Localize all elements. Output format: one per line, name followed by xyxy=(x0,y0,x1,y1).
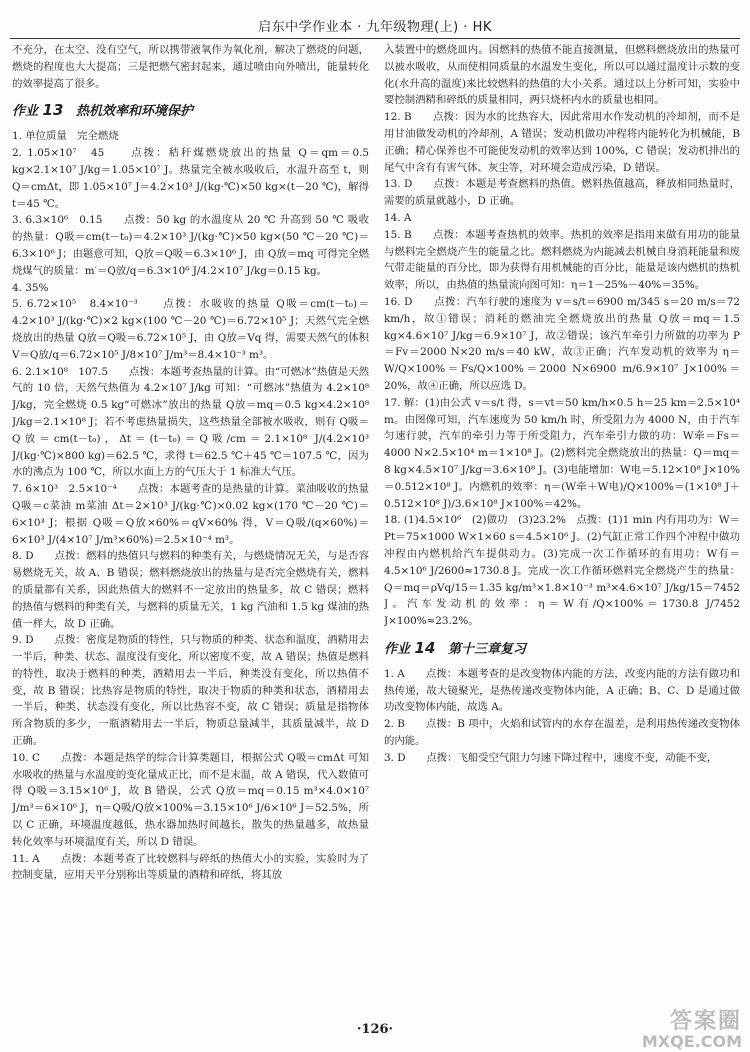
site-watermark xyxy=(612,1010,742,1050)
section-13-heading xyxy=(12,100,369,122)
answer-paragraph: 1. 单位质量 完全燃烧 xyxy=(12,130,119,143)
answer-paragraph: 14. A xyxy=(384,211,412,224)
answer-paragraph: 3. D 点拨：飞船受空气阻力匀速下降过程中，速度不变，动能不变， xyxy=(384,751,718,764)
page-header xyxy=(0,0,750,42)
left-column xyxy=(12,42,369,1017)
answer-paragraph: 8. D 点拨：燃料的热值只与燃料的种类有关，与燃烧情况无关，与是否容易燃烧无关，故 A、B 错误；燃料燃烧放出的热量与是否完全燃烧有关，燃料的质量都有关系，因此热值大的燃料不一定放出的热量多，故 C 错误；燃料的热值与燃料的种类有关，与燃料的质量无关，1 kg 汽油和 1.5 kg 煤油的热值一样大，故 D 正确。 xyxy=(12,550,369,630)
left-intro: 不充分，在太空、没有空气，所以携带液氧作为氧化剂，解决了燃烧的问题，燃烧的程度也大大提高；三是把燃气密封起来，通过喷由向外喷出，能量转化的效率提高了很多。 xyxy=(12,44,369,90)
answer-paragraph: 15. B 点拨：本题考查热机的效率。热机的效率是指用来做有用功的能量与燃料完全燃烧产生的能量之比。燃料燃烧为内能减去机械自身消耗能量和废气带走能量的百分比，即为获得有用机械能的百分比，能量是该内燃机的热机效率，所以，由热值的热量流向图可知：η＝1－25%－40%＝35%。 xyxy=(384,228,740,292)
answer-paragraph: 2. 1.05×10⁷ 45 点拨：秸秆煤燃烧放出的热量 Q＝qm＝0.5 kg×2.1×10⁷ J/kg＝1.05×10⁷ J。热量完全被水吸收后，水温升高至 t，则 Q＝cmΔt，即 1.05×10⁷ J＝4.2×10³ J/(kg·℃)×50 kg×(t－20 ℃)，解得 t＝45 ℃。 xyxy=(12,147,369,210)
section-name: 第十三章复习 xyxy=(447,641,526,657)
section-14-heading xyxy=(384,638,740,660)
answer-paragraph: 17. 解：(1)由公式 v＝s/t 得，s＝vt＝50 km/h×0.5 h＝25 km＝2.5×10⁴ m。由图像可知，汽车速度为 50 km/h 时，所受阻力为 4000 N，由于汽车匀速行驶，汽车的牵引力等于所受阻力，汽车牵引力做的功：W牵＝Fs＝4000 N×2.5×10⁴ m＝1×10⁸ J。(2)燃料完全燃烧放出的热量：Q＝mq＝8 kg×4.5×10⁷ J/kg＝3.6×10⁸ J。(3)电能增加：W电＝5.12×10⁸ J×10%＝0.512×10⁸ J。内燃机的效率：η＝(W牵＋W电)/Q×100%＝(1×10⁸ J＋0.512×10⁸ J)/3.6×10⁸ J×100%＝42%。 xyxy=(384,396,740,510)
header-rule xyxy=(10,38,740,39)
right-column xyxy=(384,42,740,1017)
answer-paragraph: 10. C 点拨：本题是热学的综合计算类题目，根据公式 Q吸＝cmΔt 可知水吸收的热量与水温度的变化量成正比，而不是末温，故 A 错误，代入数值可得 Q吸＝3.15×10⁶ J，故 B 错误，公式 Q放＝mq＝0.15 m³×4.0×10⁷ J/m³＝6×10⁶ J，η＝Q吸/Q放×100%＝3.15×10⁶ J/6×10⁶ J＝52.5%，所以 C 正确，环境温度越低，热水器加热时间越长，散失的热量越多，故热量转化效率与环境温度有关，所以 D 错误。 xyxy=(12,751,369,848)
section-name: 热机效率和环境保护 xyxy=(75,104,193,120)
running-title: 启东中学作业本 · 九年级物理(上) · HK xyxy=(258,20,492,35)
section-label: 作业 xyxy=(12,104,39,120)
page-number: ·126· xyxy=(356,1022,394,1037)
answer-paragraph: 1. A 点拨：本题考查的是改变物体内能的方法，改变内能的方法有做功和热传递，故大镜聚光，是热传递改变物体内能，A 正确；B、C、D 是通过做功改变物体内能，故选 A。 xyxy=(384,667,740,714)
answer-paragraph: 11. A 点拨：本题考查了比较燃料与碎纸的热值大小的实验，实验时为了控制变量，应用天平分别称出等质量的酒精和碎纸，将其放 xyxy=(12,852,369,882)
answer-paragraph: 7. 6×10³ 2.5×10⁻⁴ 点拨：本题考查的是热量的计算。菜油吸收的热量 Q吸＝c菜油 m菜油 Δt＝2×10³ J/(kg·℃)×0.02 kg×(170 ℃－20 ℃)＝6×10³ J；根据 Q吸＝Q放×60%＝qV×60% 得，V＝Q吸/(q×60%)＝6×10³ J/(4×10⁷ J/m³×60%)＝2.5×10⁻⁴ m³。 xyxy=(12,483,369,546)
answer-paragraph: 16. D 点拨：汽车行驶的速度为 v＝s/t＝6900 m/345 s＝20 m/s＝72 km/h，故①错误；消耗的燃油完全燃烧放出的热量 Q放＝mq＝1.5 kg×4.6×10⁷ J/kg＝6.9×10⁷ J，故②错误；该汽车牵引力所做的功率为 P＝Fv＝2000 N×20 m/s＝40 kW，故③正确；汽车发动机的效率为 η＝W/Q×100%＝Fs/Q×100%＝2000 N×6900 m/6.9×10⁷ J×100%＝20%，故④正确，所以应选 D。 xyxy=(384,295,740,392)
answer-paragraph: 9. D 点拨：密度是物质的特性，只与物质的种类、状态和温度，酒精用去一半后，种类、状态、温度没有变化，所以密度不变，故 A 错误；热值是燃料的特性，取决于燃料的种类，酒精用去一半后，种类没有变化，所以热值不变，故 B 错误；比热容是物质的特性，取决于物质的种类和状态，酒精用去一半后，种类、状态没有变化，所以比热容不变，故 C 错误；质量是指物体所含物质的多少，一瓶酒精用去一半后，物质总量减半，其质量减半，故 D 正确。 xyxy=(12,634,369,748)
answer-paragraph: 2. B 点拨：B 项中，火焰和试管内的水存在温差，是利用热传递改变物体的内能。 xyxy=(384,718,740,748)
answer-paragraph: 4. 35% xyxy=(12,281,49,294)
answer-paragraph: 6. 2.1×10⁸ 107.5 点拨：本题考查热量的计算。由“可燃冰”热值是天然气的 10 倍，天然气热值为 4.2×10⁷ J/kg 可知：“可燃冰”热值为 4.2×10⁸ J/kg，完全燃烧 0.5 kg“可燃冰”放出的热量 Q放＝mq＝0.5 kg×4.2×10⁸ J/kg＝2.1×10⁸ J；若不考虑热量损失，这些热量全部被水吸收，则有 Q吸＝Q放＝cm(t－t₀)，Δt＝(t－t₀)＝Q吸/cm＝2.1×10⁸ J/(4.2×10³ J/(kg·℃)×800 kg)＝62.5 ℃，求得 t＝62.5 ℃＋45 ℃＝107.5 ℃，因为水的沸点为 100 ℃，所以水面上方的气压大于 1 标准大气压。 xyxy=(12,365,369,479)
answer-paragraph: 3. 6.3×10⁶ 0.15 点拨：50 kg 的水温度从 20 ℃ 升高到 50 ℃ 吸收的热量：Q吸＝cm(t－t₀)＝4.2×10³ J/(kg·℃)×50 kg×(50 ℃－20 ℃)＝6.3×10⁶ J；由题意可知，Q放＝Q吸＝6.3×10⁶ J，由 Q放＝mq 可得完全燃烧煤气的质量：m′＝Q放/q＝6.3×10⁶ J/4.2×10⁷ J/kg＝0.15 kg。 xyxy=(12,214,369,277)
answer-paragraph: 5. 6.72×10⁵ 8.4×10⁻³ 点拨：水吸收的热量 Q吸＝cm(t－t₀)＝4.2×10³ J/(kg·℃)×2 kg×(100 ℃－20 ℃)＝6.72×10⁵ J；天然气完全燃烧放出的热量 Q放＝Q吸＝6.72×10⁵ J，由 Q放＝Vq 得，需要天然气的体积 V＝Q放/q＝6.72×10⁵ J/8×10⁷ J/m³＝8.4×10⁻³ m³。 xyxy=(12,298,369,361)
watermark-logo-text: 答案圈 xyxy=(669,1009,742,1034)
watermark-url: MXQE.COM xyxy=(641,1032,742,1051)
answer-paragraph: 入装置中的燃烧皿内。因燃料的热值不能直接测量，但燃料燃烧放出的热量可以被水吸收，从而使相同质量的水温发生变化，所以可以通过温度计示数的变化(水升高的温度)来比较燃料的热值的大小关系。通过以上分析可知，实验中要控制酒精和碎纸的质量相同，两只烧杯内水的质量也相同。 xyxy=(384,44,740,107)
answer-paragraph: 18. (1)4.5×10⁶ (2)做功 (3)23.2% 点拨：(1)1 min 内有用功为：W＝Pt＝75×1000 W×1×60 s＝4.5×10⁶ J。(2)气缸正常工作四个冲程中做功冲程由内燃机给汽车提供动力。(3)完成一次工作循环的有用功：W有＝4.5×10⁶ J/2600≈1730.8 J。完成一次工作循环燃料完全燃烧产生的热量：Q＝mq＝ρVq/15＝1.35 kg/m³×1.8×10⁻³ m³×4.6×10⁷ J/kg/15＝7452 J。汽车发动机的效率：η＝W有/Q×100%＝1730.8 J/7452 J×100%≈23.2%。 xyxy=(384,514,740,628)
section-number: 13 xyxy=(42,101,64,120)
section-label: 作业 xyxy=(384,641,411,657)
section-number: 14 xyxy=(414,638,436,657)
answer-paragraph: 13. D 点拨：本题是考查燃料的热值。燃料热值越高，释放相同热量时，需要的质量就越小，D 正确。 xyxy=(384,178,740,208)
answer-paragraph: 12. B 点拨：因为水的比热容大，因此常用水作发动机的冷却剂，而不是用甘油做发动机的冷却剂，A 错误；发动机做功冲程将内能转化为机械能，B 正确；精心保养也不可能使发动机的效率达到 100%，C 错误；发动机排出的尾气中含有有害气体、灰尘等，对环境会造成污染，D 错误。 xyxy=(384,111,740,174)
